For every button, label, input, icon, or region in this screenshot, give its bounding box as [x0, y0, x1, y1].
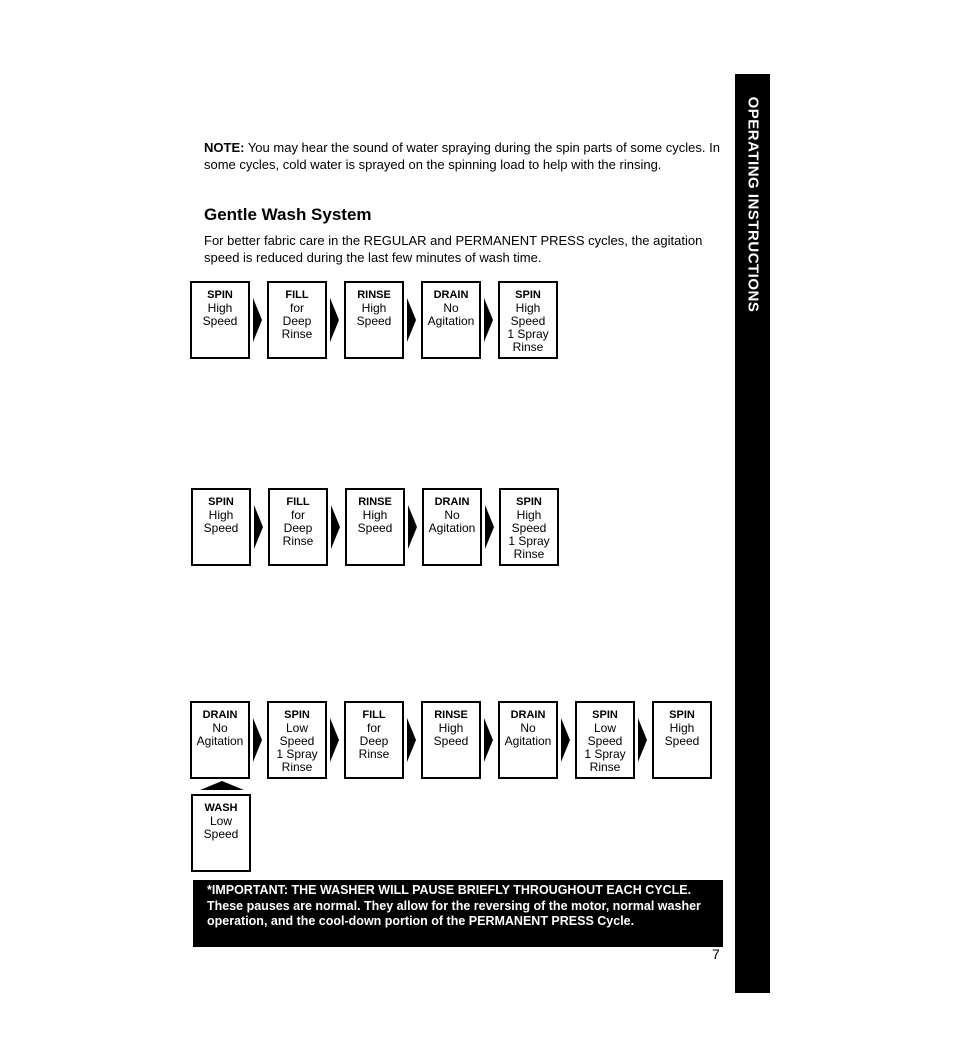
step-title: FILL	[285, 289, 309, 301]
step-line: 1 Spray	[508, 534, 550, 548]
note-label: NOTE:	[204, 140, 245, 155]
diagram1-step	[498, 281, 558, 359]
step-line: Agitation	[196, 734, 244, 748]
diagram2-step	[268, 488, 328, 566]
step-line: High	[207, 301, 233, 315]
diagram2-step	[499, 488, 559, 566]
step-title: SPIN	[208, 496, 234, 508]
step-line: No	[444, 508, 460, 522]
arrow-right-icon	[254, 505, 263, 549]
step-title: RINSE	[358, 496, 392, 508]
diagram1-step	[421, 281, 481, 359]
step-line: Rinse	[512, 340, 544, 354]
step-line: No	[443, 301, 459, 315]
step-line: Speed	[664, 734, 700, 748]
step-line: Rinse	[281, 327, 313, 341]
step-line: Speed	[203, 521, 239, 535]
diagram1-step	[344, 281, 404, 359]
section-heading: Gentle Wash System	[204, 205, 372, 224]
page-number: 7	[712, 946, 720, 962]
step-line: Agitation	[428, 521, 476, 535]
step-line: Speed	[357, 521, 393, 535]
step-line: Rinse	[589, 760, 621, 774]
arrow-right-icon	[330, 718, 339, 762]
step-title: RINSE	[434, 709, 468, 721]
step-line: Rinse	[358, 747, 390, 761]
step-line: Rinse	[282, 534, 314, 548]
step-title: RINSE	[357, 289, 391, 301]
step-title: SPIN	[284, 709, 310, 721]
arrow-right-icon	[407, 298, 416, 342]
step-line: for	[366, 721, 381, 735]
step-line: Deep	[283, 521, 313, 535]
diagram3-step	[267, 701, 327, 779]
wash-step	[191, 794, 251, 872]
step-title: FILL	[362, 709, 386, 721]
step-line: Speed	[587, 734, 623, 748]
step-title: SPIN	[592, 709, 618, 721]
step-line: Speed	[433, 734, 469, 748]
diagram1-step	[267, 281, 327, 359]
diagram3-step	[421, 701, 481, 779]
arrow-right-icon	[408, 505, 417, 549]
step-line: Rinse	[513, 547, 545, 561]
step-line: 1 Spray	[507, 327, 549, 341]
diagram3-step	[498, 701, 558, 779]
step-line: Speed	[202, 314, 238, 328]
step-line: High	[516, 508, 542, 522]
sidebar-title	[735, 74, 770, 334]
arrow-right-icon	[638, 718, 647, 762]
step-line: Rinse	[281, 760, 313, 774]
diagram2-step	[345, 488, 405, 566]
diagram3-step	[575, 701, 635, 779]
step-line: 1 Spray	[584, 747, 626, 761]
step-line: Low	[593, 721, 616, 735]
step-line: Low	[209, 814, 232, 828]
step-line: High	[362, 508, 388, 522]
arrow-up-icon	[200, 781, 244, 790]
step-title: SPIN	[515, 289, 541, 301]
step-line: Speed	[356, 314, 392, 328]
step-title: DRAIN	[434, 496, 470, 508]
note-paragraph	[204, 139, 724, 173]
step-line: High	[208, 508, 234, 522]
step-title: DRAIN	[202, 709, 238, 721]
step-line: Agitation	[504, 734, 552, 748]
step-title: DRAIN	[510, 709, 546, 721]
step-title: SPIN	[207, 289, 233, 301]
step-title: FILL	[286, 496, 310, 508]
step-line: Agitation	[427, 314, 475, 328]
step-line: No	[212, 721, 228, 735]
step-line: Speed	[510, 314, 546, 328]
step-line: Speed	[203, 827, 239, 841]
step-line: High	[515, 301, 541, 315]
step-line: Speed	[279, 734, 315, 748]
diagram1-step	[190, 281, 250, 359]
sidebar-title-text: OPERATING INSTRUCTIONS	[744, 96, 762, 312]
arrow-right-icon	[561, 718, 570, 762]
arrow-right-icon	[484, 298, 493, 342]
arrow-right-icon	[253, 718, 262, 762]
important-banner: *IMPORTANT: THE WASHER WILL PAUSE BRIEFLY THROUGHOUT EACH CYCLE. These pauses are normal. They allow for the reversing of the motor, normal washer operation, and the cool-down portion of the PERMANENT PRESS Cycle.	[193, 880, 723, 947]
diagram3-step	[652, 701, 712, 779]
step-line: for	[290, 508, 305, 522]
step-line: Speed	[511, 521, 547, 535]
step-title: DRAIN	[433, 289, 469, 301]
note-text: You may hear the sound of water spraying during the spin parts of some cycles. In some cycles, cold water is sprayed on the spinning load to help with the rinsing.	[204, 140, 720, 172]
diagram2-step	[191, 488, 251, 566]
step-line: 1 Spray	[276, 747, 318, 761]
arrow-right-icon	[253, 298, 262, 342]
section-intro: For better fabric care in the REGULAR and PERMANENT PRESS cycles, the agitation speed is reduced during the last few minutes of wash time.	[204, 233, 703, 265]
step-line: Low	[285, 721, 308, 735]
diagram2-step	[422, 488, 482, 566]
step-title: WASH	[204, 802, 238, 814]
step-line: High	[438, 721, 464, 735]
arrow-right-icon	[485, 505, 494, 549]
arrow-right-icon	[331, 505, 340, 549]
diagram3-step	[190, 701, 250, 779]
step-line: High	[361, 301, 387, 315]
arrow-right-icon	[407, 718, 416, 762]
arrow-right-icon	[484, 718, 493, 762]
step-title: SPIN	[669, 709, 695, 721]
step-line: Deep	[282, 314, 312, 328]
step-line: for	[289, 301, 304, 315]
step-line: High	[669, 721, 695, 735]
step-line: Deep	[359, 734, 389, 748]
step-title: SPIN	[516, 496, 542, 508]
step-line: No	[520, 721, 536, 735]
diagram3-step	[344, 701, 404, 779]
arrow-right-icon	[330, 298, 339, 342]
